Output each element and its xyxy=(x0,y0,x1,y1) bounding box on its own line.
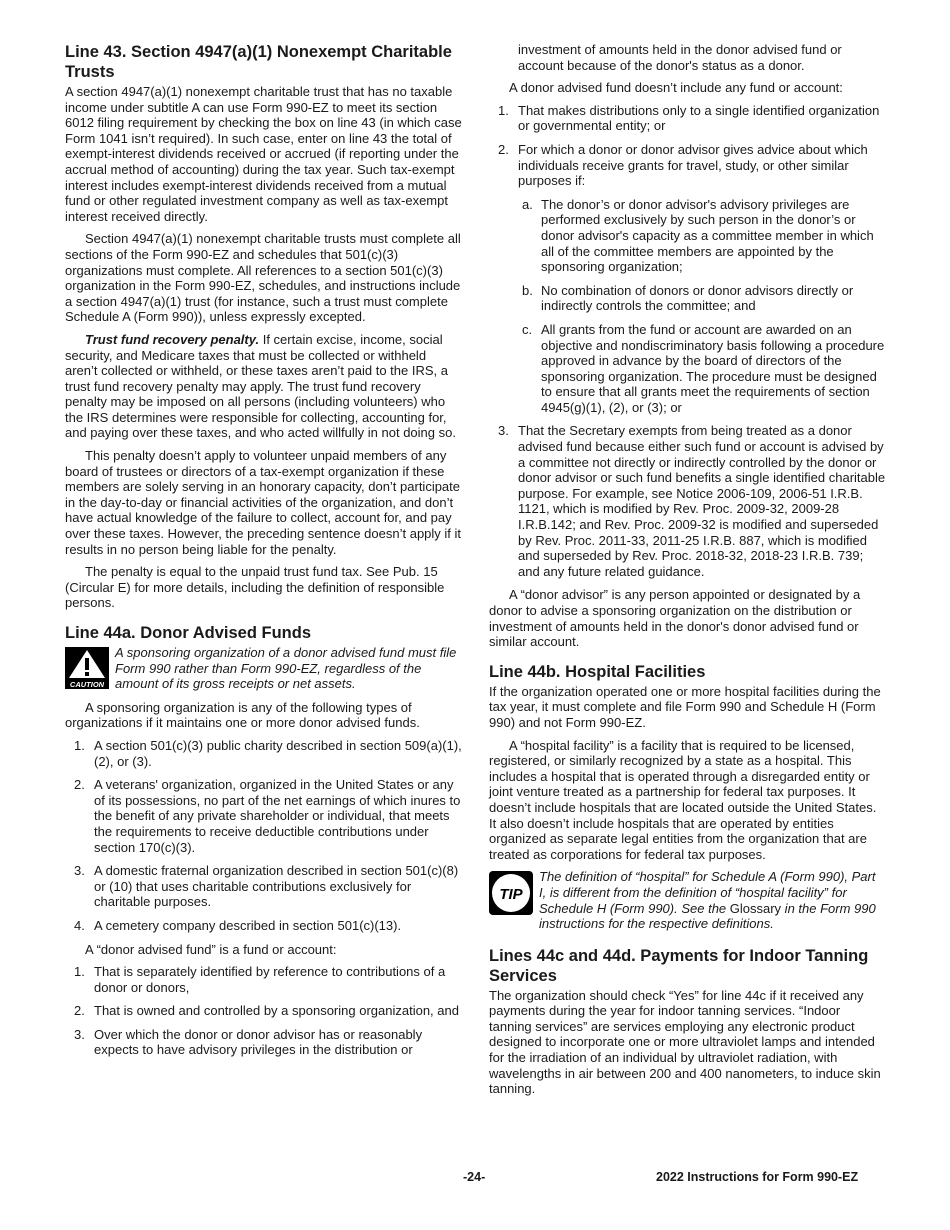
list-item: 4. A cemetery company described in section 501(c)(13). xyxy=(74,917,402,933)
heading-line-44b: Line 44b. Hospital Facilities xyxy=(489,662,706,681)
document-title: 2022 Instructions for Form 990-EZ xyxy=(656,1170,859,1184)
paragraph: Section 4947(a)(1) nonexempt charitable trusts must complete all sections of the Form 990-EZ and schedules that 501(c)(3) organizations must complete. All references to a section 501(c)(3) organization in the Form 990-EZ, schedules, and instructions include a section 4947(a)(1) trust (for instance, such a trust must complete Schedule A (Form 990)), unless expressly excepted. xyxy=(65,231,461,325)
heading-line-43: Line 43. Section 4947(a)(1) Nonexempt Charitable Trusts xyxy=(65,43,452,81)
glossary-term: Glossary xyxy=(729,900,782,916)
paragraph: The organization should check “Yes” for line 44c if it received any payments during the year for indoor tanning services. “Indoor tanning services” are services employing any electronic product designed to incorporate one or more ultraviolet lamps and intended for the irradiation of an individual by ultraviolet radiation, with wavelengths in air between 200 and 400 nanometers, to induce skin tanning. xyxy=(489,987,881,1097)
exclusion-list xyxy=(489,103,886,189)
list-item: 2. For which a donor or donor advisor gives advice about which individuals receive grants for travel, study, or other similar purposes if: xyxy=(498,141,868,189)
tip-note: TIP The definition of “hospital” for Schedule A (Form 990), Part I, is different from the definition of “hospital facility” for Schedule H (Form 990). See the Glossary in the Form 990 instructions for the respective definitions. xyxy=(489,869,886,931)
list-item: 3. A domestic fraternal organization described in section 501(c)(8) or (10) that uses charitable contributions exclusively for charitable purposes. xyxy=(74,863,459,910)
list-item: 1. That makes distributions only to a single identified organization or governmental entity; or xyxy=(498,102,880,134)
caution-label: CAUTION xyxy=(69,680,105,689)
trust-fund-paragraph xyxy=(65,332,462,441)
heading-line-44a: Line 44a. Donor Advised Funds xyxy=(65,624,312,642)
list-item: b. No combination of donors or donor advisors directly or indirectly controls the committee; and xyxy=(522,282,854,314)
caution-icon xyxy=(65,647,109,693)
list-item: 1. A section 501(c)(3) public charity described in section 509(a)(1), (2), or (3). xyxy=(74,737,462,769)
right-column xyxy=(489,42,886,1104)
heading-line-44c: Lines 44c and 44d. Payments for Indoor Tanning Services xyxy=(489,946,869,985)
trust-fund-text: If certain excise, income, social security, and Medicare taxes that must be collected or withheld aren’t collected or withheld, or these taxes aren’t paid to the IRS, a trust fund recovery penalty may apply. The trust fund recovery penalty may be imposed on all persons (including volunteers) who the IRS determines were responsible for collecting, accounting for, and paying over these taxes, and who acted willfully in not doing so. xyxy=(65,331,456,441)
list-item: 1. That is separately identified by reference to contributions of a donor or donors, xyxy=(74,964,446,995)
paragraph: A section 4947(a)(1) nonexempt charitable trust that has no taxable income under subtitle A can use Form 990-EZ to meet its section 6012 filing requirement by checking the box on line 43 (in which case Form 1041 isn’t required). In such case, enter on line 43 the total of exempt-interest dividends received or accrued (if reporting under the accrual method of accounting) during the tax year. Such tax-exempt interest includes exempt-interest dividends received from a mutual fund or other regulated investment company as well as tax-exempt interest received directly. xyxy=(65,84,462,224)
list-item: 3. That the Secretary exempts from being treated as a donor advised fund because either such fund or account is advised by a committee not directly or indirectly controlled by the donor or donor advisor or such fund benefits a single identified charitable purpose. For example, see Notice 2006-109, 2006-51 I.R.B. 1121, which is modified by Rev. Proc. 2009-32, 2009-28 I.R.B.142; and Rev. Proc. 2009-32 is modified and superseded by Rev. Proc. 2011-33, 2011-25 I.R.B. 887, which is modified and superseded by Rev. Proc. 2018-32, 2018-23 I.R.B. 739; and any future related guidance. xyxy=(498,423,886,579)
page-number: -24- xyxy=(463,1170,486,1184)
exclusion-sublist xyxy=(489,197,886,416)
paragraph: A “donor advisor” is any person appointed or designated by a donor to advise a sponsoring organization on the distribution or investment of amounts held in the donor's donor advised fund or similar account. xyxy=(489,587,861,650)
list-item: a. The donor’s or donor advisor's advisory privileges are performed exclusively by such person in the donor’s or donor advisor's capacity as a committee member in which all of the committee members are appointed by the sponsoring organization; xyxy=(522,196,874,275)
paragraph: This penalty doesn’t apply to volunteer unpaid members of any board of trustees or directors of a tax-exempt organization if these members are solely serving in an honorary capacity, don’t participate in the day-to-day or financial activities of the organization, and don’t have actual knowledge of the failure to collect, account for, and pay over these taxes. However, the preceding sentence doesn’t apply if it results in no person being liable for the penalty. xyxy=(65,448,462,557)
paragraph: A donor advised fund doesn’t include any fund or account: xyxy=(509,80,843,96)
caution-text: A sponsoring organization of a donor advised fund must file Form 990 rather than Form 990-EZ, regardless of the amount of its gross receipts or net assets. xyxy=(115,645,457,692)
list-item: 2. That is owned and controlled by a sponsoring organization, and xyxy=(74,1003,459,1019)
paragraph: The penalty is equal to the unpaid trust fund tax. See Pub. 15 (Circular E) for more details, including the definition of responsible persons. xyxy=(65,564,445,611)
trust-fund-run-in-heading: Trust fund recovery penalty. xyxy=(85,331,260,347)
exclusion-list-continued xyxy=(489,423,886,579)
left-column xyxy=(65,42,462,1064)
donor-advised-fund-list xyxy=(65,964,462,1058)
paragraph: If the organization operated one or more hospital facilities during the tax year, it must complete and file Form 990 and Schedule H (Form 990) and not Form 990-EZ. xyxy=(489,683,881,730)
list-item: c. All grants from the fund or account are awarded on an objective and nondiscriminatory basis following a procedure approved in advance by the board of directors of the sponsoring organization. The procedure must be designed to ensure that all grants meet the requirements of section 4945(g)(1), (2), or (3); or xyxy=(522,321,885,415)
tip-label: TIP xyxy=(499,886,523,904)
sponsoring-org-list xyxy=(65,738,462,934)
paragraph: A sponsoring organization is any of the following types of organizations if it maintains one or more donor advised funds. xyxy=(65,699,420,731)
paragraph: A “donor advised fund” is a fund or account: xyxy=(85,941,337,957)
list-item: 3. Over which the donor or donor advisor has or reasonably expects to have advisory privileges in the distribution or xyxy=(74,1026,423,1058)
tip-icon xyxy=(489,871,533,919)
paragraph: A “hospital facility” is a facility that is required to be licensed, registered, or similarly recognized by a state as a hospital. This includes a hospital that is operated through a disregarded entity or joint venture treated as a partnership for federal tax purposes. It doesn’t include hospitals that are located outside the United States. It also doesn’t include hospitals that are operated by entities organized as separate legal entities from the organization that are treated as corporations for federal tax purposes. xyxy=(489,737,877,862)
continued-list-text: investment of amounts held in the donor advised fund or account because of the donor's status as a donor. xyxy=(518,42,842,73)
list-item: 2. A veterans' organization, organized in the United States or any of its possessions, no part of the net earnings of which inures to the benefit of any private shareholder or individual, that meets the requirements to receive deductible contributions under section 170(c)(3). xyxy=(74,777,461,855)
caution-note xyxy=(65,645,462,692)
